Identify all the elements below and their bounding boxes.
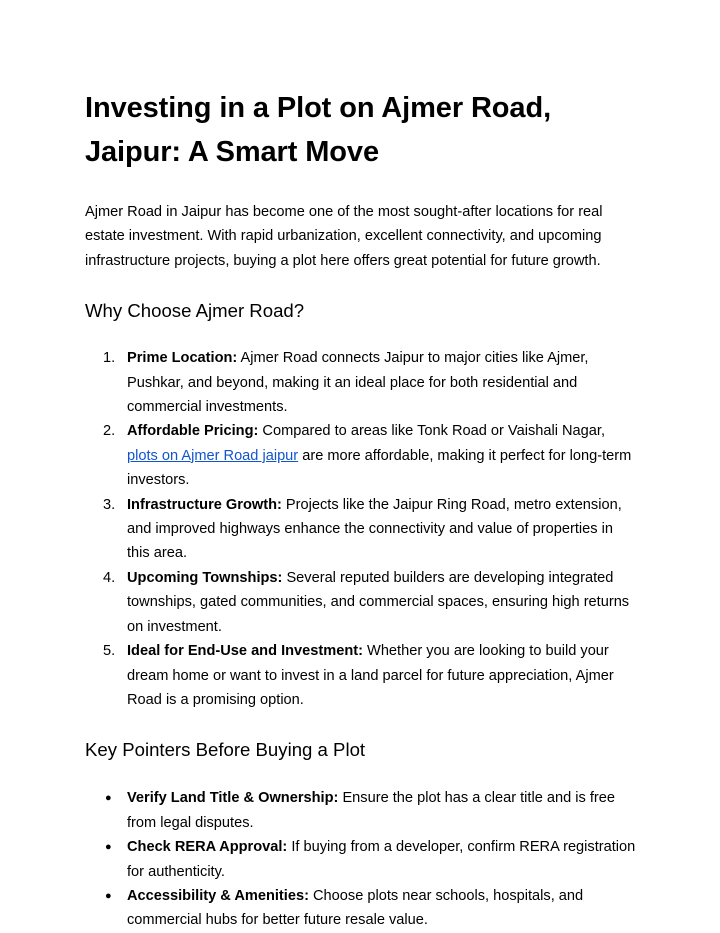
item-label: Accessibility & Amenities: xyxy=(127,887,309,904)
list-number: 2. xyxy=(103,423,116,440)
item-label: Upcoming Townships: xyxy=(127,569,283,586)
reasons-list xyxy=(85,346,636,712)
item-label: Affordable Pricing: xyxy=(127,423,259,440)
list-item xyxy=(85,639,636,712)
item-text: Ensure the plot has a clear title and is free from legal disputes. xyxy=(127,790,616,831)
item-text: Compared to areas like Tonk Road or Vaishali Nagar, xyxy=(258,423,606,440)
item-label: Verify Land Title & Ownership: xyxy=(127,790,339,807)
list-item xyxy=(85,493,636,566)
item-label: Infrastructure Growth: xyxy=(127,496,282,513)
list-number: 5. xyxy=(103,643,116,660)
list-number: 4. xyxy=(103,569,116,586)
intro-paragraph: Ajmer Road in Jaipur has become one of the most sought-after locations for real estate investment. With rapid urbanization, excellent connectivity, and upcoming infrastructure projects, buying a plot here offers great potential for future growth. xyxy=(85,204,603,269)
list-number: 1. xyxy=(103,350,116,367)
list-item xyxy=(85,835,636,884)
item-text: Choose plots near schools, hospitals, and commercial hubs for better future resale value. xyxy=(127,887,584,929)
item-text: Projects like the Jaipur Ring Road, metro extension, and improved highways enhance the connectivity and value of properties in this area. xyxy=(127,496,622,562)
list-item xyxy=(85,884,636,933)
item-label: Ideal for End-Use and Investment: xyxy=(127,643,363,660)
bullet-icon: ● xyxy=(105,792,112,805)
item-text: Ajmer Road connects Jaipur to major cities like Ajmer, Pushkar, and beyond, making it an ideal place for both residential and commercial investments. xyxy=(127,350,589,416)
section-heading-key-pointers: Key Pointers Before Buying a Plot xyxy=(85,739,366,761)
item-text: If buying from a developer, confirm RERA registration for authenticity. xyxy=(127,839,636,880)
item-label: Check RERA Approval: xyxy=(127,839,288,856)
item-text: are more affordable, making it perfect for long-term investors. xyxy=(127,447,632,489)
list-item xyxy=(85,419,636,492)
page-title: Investing in a Plot on Ajmer Road, Jaipur: A Smart Move xyxy=(85,92,552,168)
list-item xyxy=(85,346,636,419)
plots-link[interactable]: plots on Ajmer Road jaipur xyxy=(127,447,299,464)
list-item xyxy=(85,566,636,639)
list-item xyxy=(85,786,636,835)
section-heading-why-choose: Why Choose Ajmer Road? xyxy=(85,300,305,322)
item-label: Prime Location: xyxy=(127,350,238,367)
item-text: Whether you are looking to build your dream home or want to invest in a land parcel for future appreciation, Ajmer Road is a promising option. xyxy=(127,643,614,708)
bullet-icon: ● xyxy=(105,889,112,902)
item-text: Several reputed builders are developing integrated townships, gated communities, and commercial spaces, ensuring high returns on investment. xyxy=(127,569,630,635)
list-number: 3. xyxy=(103,496,116,513)
pointers-list xyxy=(85,786,636,932)
bullet-icon: ● xyxy=(105,841,112,854)
